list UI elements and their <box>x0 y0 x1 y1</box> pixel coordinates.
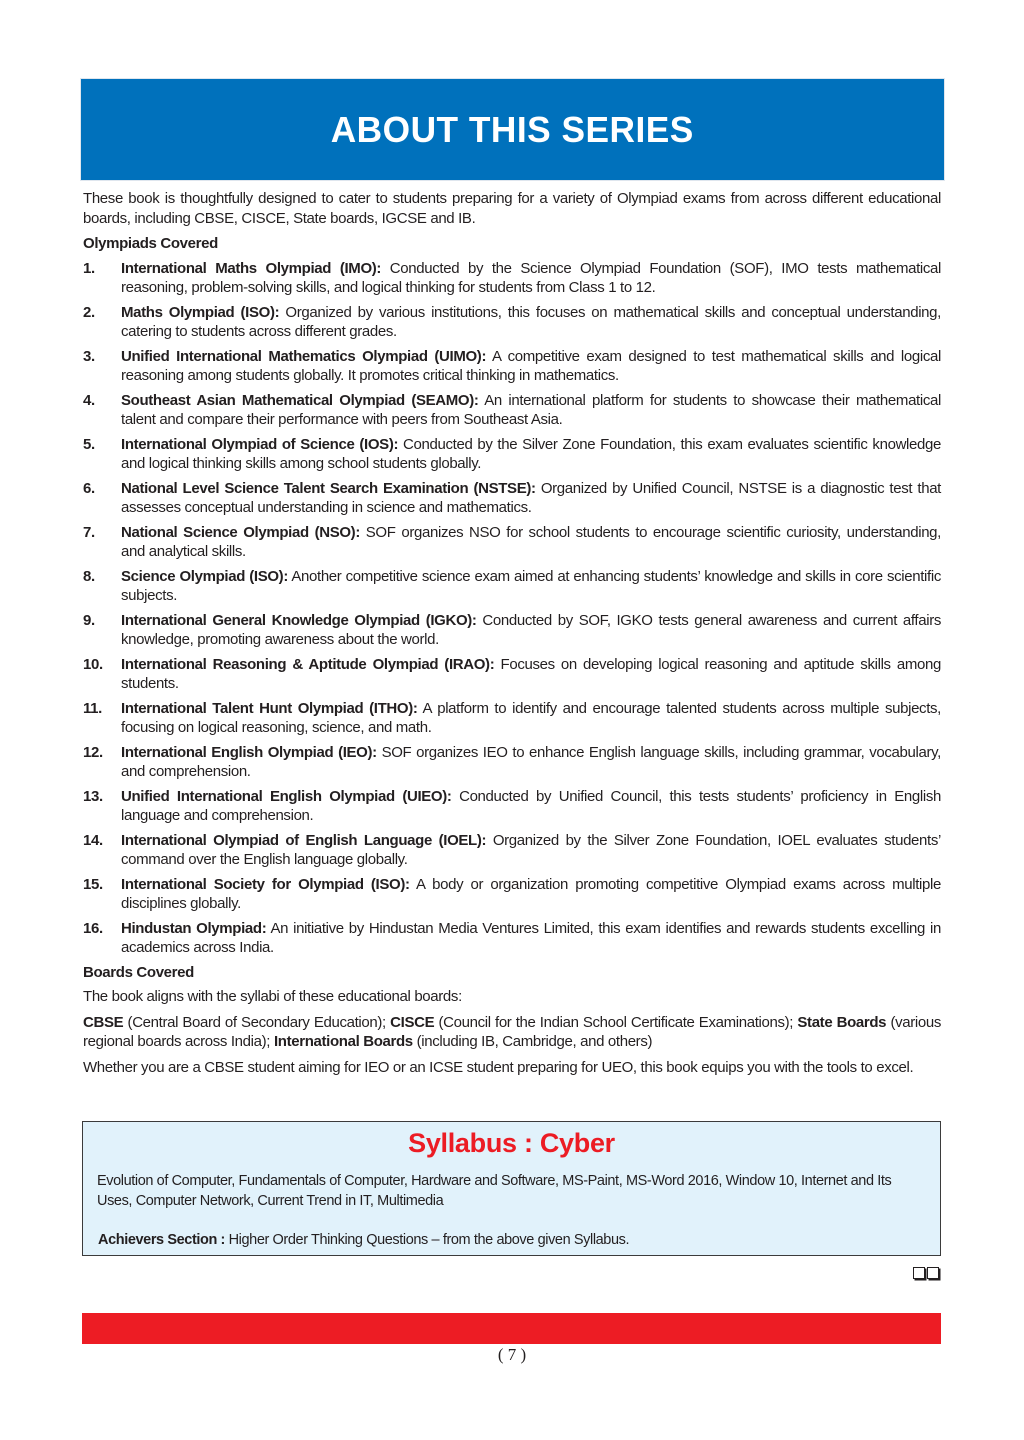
item-number: 12. <box>83 743 103 761</box>
item-description: A competitive exam designed to test mathematical skills and logical reasoning among students globally. It promotes critical thinking in mathematics. <box>121 347 941 384</box>
item-description: A body or organization promoting competitive Olympiad exams across multiple disciplines globally. <box>121 875 942 912</box>
footer-bar <box>82 1313 941 1344</box>
board-name: CISCE <box>390 1013 435 1031</box>
list-item <box>83 347 941 386</box>
item-name: International Society for Olympiad (ISO): <box>121 875 410 893</box>
page-title: ABOUT THIS SERIES <box>330 108 695 150</box>
item-name: National Science Olympiad (NSO): <box>121 523 360 541</box>
list-item <box>83 523 941 562</box>
board-description: (Central Board of Secondary Education); <box>123 1013 391 1031</box>
item-number: 11. <box>83 699 102 717</box>
syllabus-title: Syllabus : Cyber <box>408 1128 615 1158</box>
page-number: ( 7 ) <box>497 1345 527 1364</box>
syllabus-box <box>82 1121 941 1256</box>
item-number: 4. <box>83 391 95 409</box>
item-name: Science Olympiad (ISO): <box>121 567 288 585</box>
item-description: An initiative by Hindustan Media Ventures Limited, this exam identifies and rewards students excelling in academics across India. <box>121 919 941 956</box>
item-name: Hindustan Olympiad: <box>121 919 267 937</box>
item-description: Conducted by the Science Olympiad Foundation (SOF), IMO tests mathematical reasoning, problem-solving skills, and logical thinking for students from Class 1 to 12. <box>121 259 942 296</box>
achievers-text: Higher Order Thinking Questions – from the above given Syllabus. <box>224 1232 630 1248</box>
item-description: A platform to identify and encourage talented students across multiple subjects, focusing on logical reasoning, science, and math. <box>121 699 941 736</box>
item-name: International Talent Hunt Olympiad (ITHO): <box>121 699 418 717</box>
list-item <box>83 831 941 870</box>
item-name: Unified International English Olympiad (UIEO): <box>121 787 452 805</box>
item-number: 3. <box>83 347 95 365</box>
list-item <box>83 919 941 958</box>
board-name: CBSE <box>83 1013 124 1031</box>
end-mark-icon <box>913 1267 939 1279</box>
intro-paragraph: These book is thoughtfully designed to cater to students preparing for a variety of Olympiad exams from across different educational boards, including CBSE, CISCE, State boards, IGCSE and IB. <box>83 190 941 227</box>
square-icon <box>927 1267 939 1279</box>
list-item <box>83 391 941 430</box>
main-content <box>83 189 941 1083</box>
board-name: International Boards <box>273 1033 413 1050</box>
board-description: (including IB, Cambridge, and others) <box>412 1033 653 1050</box>
item-number: 7. <box>83 523 95 541</box>
list-item <box>83 787 941 826</box>
item-name: International General Knowledge Olympiad (IGKO): <box>121 611 477 629</box>
list-item <box>83 259 941 298</box>
item-number: 14. <box>83 831 103 849</box>
item-number: 5. <box>83 435 95 453</box>
item-number: 6. <box>83 479 95 497</box>
item-number: 2. <box>83 303 95 321</box>
item-name: National Level Science Talent Search Examination (NSTSE): <box>121 479 536 497</box>
list-item <box>83 435 941 474</box>
item-description: Conducted by Unified Council, this tests students’ proficiency in English language and comprehension. <box>121 787 941 824</box>
item-number: 16. <box>83 919 103 937</box>
board-description: (various regional boards across India); <box>83 1013 941 1050</box>
list-item <box>83 567 941 606</box>
item-name: International Olympiad of English Language (IOEL): <box>121 831 487 849</box>
list-item <box>83 875 941 914</box>
item-description: Another competitive science exam aimed at enhancing students’ knowledge and skills in core scientific subjects. <box>121 567 941 604</box>
item-number: 8. <box>83 567 95 585</box>
item-description: Conducted by the Silver Zone Foundation, this exam evaluates scientific knowledge and logical thinking skills among school students globally. <box>121 435 941 472</box>
item-name: International English Olympiad (IEO): <box>121 743 377 761</box>
item-description: Organized by various institutions, this focuses on mathematical skills and conceptual understanding, catering to students across different grades. <box>121 303 941 340</box>
section-header-banner <box>81 79 944 180</box>
boards-lead: The book aligns with the syllabi of these educational boards: <box>83 988 462 1005</box>
list-item <box>83 743 941 782</box>
item-description: An international platform for students to showcase their mathematical talent and compare their performance with peers from Southeast Asia. <box>121 391 941 428</box>
item-description: Organized by the Silver Zone Foundation, IOEL evaluates students’ command over the English language globally. <box>121 831 941 868</box>
boards-list <box>83 1013 941 1052</box>
achievers-label: Achievers Section : <box>98 1232 225 1248</box>
square-icon <box>913 1267 925 1279</box>
closing-paragraph: Whether you are a CBSE student aiming for IEO or an ICSE student preparing for UEO, this book equips you with the tools to excel. <box>83 1058 914 1076</box>
item-description: SOF organizes IEO to enhance English language skills, including grammar, vocabulary, and comprehension. <box>121 743 941 780</box>
list-item <box>83 479 941 518</box>
list-item <box>83 611 941 650</box>
item-name: Southeast Asian Mathematical Olympiad (SEAMO): <box>121 391 479 409</box>
item-description: Focuses on developing logical reasoning and aptitude skills among students. <box>121 655 941 692</box>
item-name: Unified International Mathematics Olympiad (UIMO): <box>121 347 487 365</box>
board-description: (Council for the Indian School Certificate Examinations); <box>434 1013 798 1031</box>
achievers-section <box>98 1232 629 1248</box>
item-number: 9. <box>83 611 95 629</box>
item-name: International Maths Olympiad (IMO): <box>121 259 382 277</box>
olympiads-heading: Olympiads Covered <box>83 235 218 252</box>
item-name: Maths Olympiad (ISO): <box>121 303 280 321</box>
item-number: 15. <box>83 875 103 893</box>
item-number: 1. <box>83 259 95 277</box>
item-description: SOF organizes NSO for school students to encourage scientific curiosity, understanding, and analytical skills. <box>121 523 941 560</box>
item-number: 13. <box>83 787 103 805</box>
list-item <box>83 303 941 342</box>
item-number: 10. <box>83 655 103 673</box>
list-item <box>83 655 941 694</box>
board-name: State Boards <box>797 1013 887 1031</box>
item-name: International Olympiad of Science (IOS): <box>121 435 399 453</box>
syllabus-topics: Evolution of Computer, Fundamentals of Computer, Hardware and Software, MS-Paint, MS-Word 2016, Window 10, Internet and Its Uses, Computer Network, Current Trend in IT, Multimedia <box>97 1173 892 1209</box>
boards-heading: Boards Covered <box>83 963 194 981</box>
item-description: Organized by Unified Council, NSTSE is a diagnostic test that assesses conceptual understanding in science and mathematics. <box>121 479 942 516</box>
item-name: International Reasoning & Aptitude Olympiad (IRAO): <box>121 655 495 673</box>
list-item <box>83 699 941 738</box>
item-description: Conducted by SOF, IGKO tests general awareness and current affairs knowledge, promoting awareness about the world. <box>121 611 941 648</box>
olympiads-list <box>83 259 941 958</box>
